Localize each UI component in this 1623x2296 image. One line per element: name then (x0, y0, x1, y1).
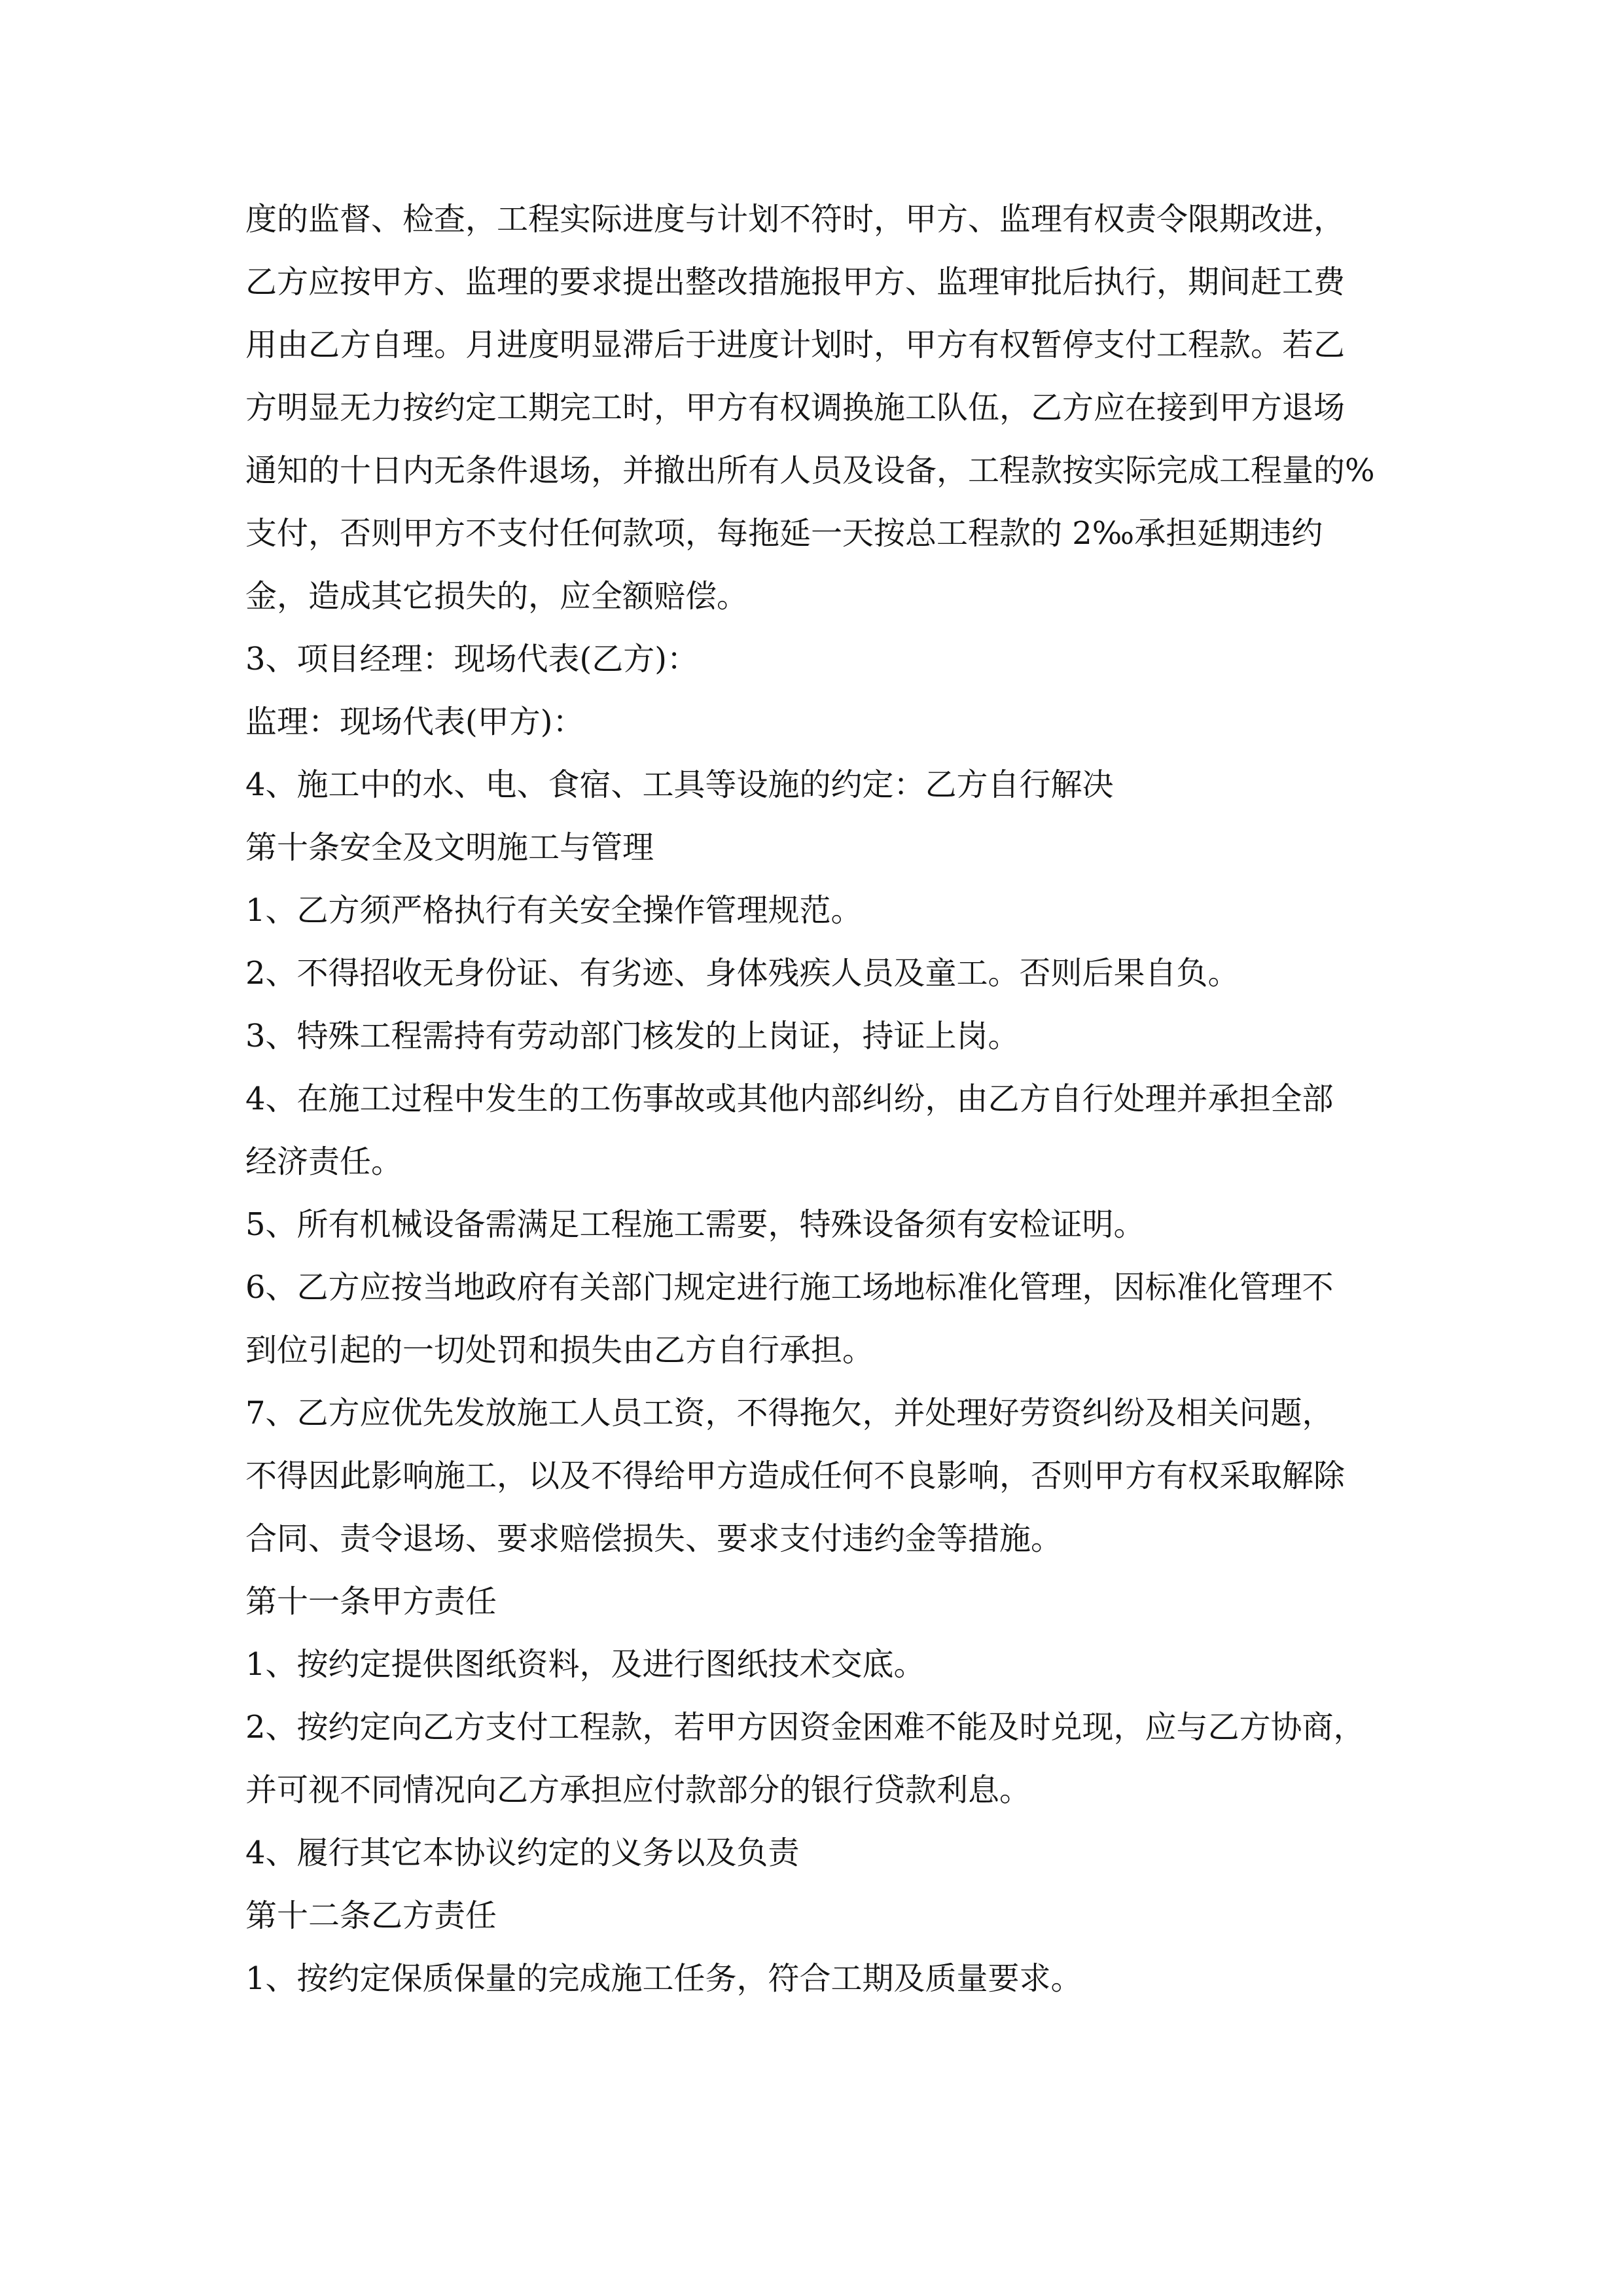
text-line: 用由乙方自理。月进度明显滞后于进度计划时，甲方有权暂停支付工程款。若乙 (245, 327, 1346, 363)
text-line: 到位引起的一切处罚和损失由乙方自行承担。 (245, 1332, 874, 1369)
text-line: 度的监督、检查，工程实际进度与计划不符时，甲方、监理有权责令限期改进， (245, 201, 1346, 238)
text-line: 7、乙方应优先发放施工人员工资，不得拖欠，并处理好劳资纠纷及相关问题， (245, 1395, 1334, 1431)
text-line: 通知的十日内无条件退场，并撤出所有人员及设备，工程款按实际完成工程量的% (245, 452, 1375, 489)
text-line: 5、所有机械设备需满足工程施工需要，特殊设备须有安检证明。 (245, 1206, 1145, 1243)
text-line: 1、乙方须严格执行有关安全操作管理规范。 (245, 892, 863, 929)
text-line: 3、特殊工程需持有劳动部门核发的上岗证，持证上岗。 (245, 1018, 1020, 1054)
section-heading: 第十二条乙方责任 (245, 1897, 497, 1934)
text-line: 不得因此影响施工，以及不得给甲方造成任何不良影响，否则甲方有权采取解除 (245, 1458, 1346, 1494)
text-line: 合同、责令退场、要求赔偿损失、要求支付违约金等措施。 (245, 1520, 1063, 1557)
text-line: 1、按约定提供图纸资料，及进行图纸技术交底。 (245, 1646, 925, 1683)
text-line: 4、在施工过程中发生的工伤事故或其他内部纠纷，由乙方自行处理并承担全部 (245, 1081, 1334, 1117)
text-line: 2、按约定向乙方支付工程款，若甲方因资金困难不能及时兑现，应与乙方协商， (245, 1709, 1365, 1746)
text-line: 支付，否则甲方不支付任何款项，每拖延一天按总工程款的 2‰承担延期违约 (245, 515, 1323, 552)
text-line: 3、项目经理：现场代表(乙方)： (245, 641, 698, 677)
text-line: 4、履行其它本协议约定的义务以及负责 (245, 1835, 800, 1871)
text-line: 1、按约定保质保量的完成施工任务，符合工期及质量要求。 (245, 1960, 1082, 1997)
section-heading: 第十条安全及文明施工与管理 (245, 829, 654, 866)
text-line: 经济责任。 (245, 1143, 403, 1180)
text-line: 监理：现场代表(甲方)： (245, 704, 584, 740)
text-line: 方明显无力按约定工期完工时，甲方有权调换施工队伍，乙方应在接到甲方退场 (245, 389, 1346, 426)
text-line: 6、乙方应按当地政府有关部门规定进行施工场地标准化管理，因标准化管理不 (245, 1269, 1334, 1306)
text-line: 2、不得招收无身份证、有劣迹、身体残疾人员及童工。否则后果自负。 (245, 955, 1240, 992)
text-line: 金，造成其它损失的，应全额赔偿。 (245, 578, 749, 615)
text-line: 乙方应按甲方、监理的要求提出整改措施报甲方、监理审批后执行，期间赶工费 (245, 264, 1346, 300)
text-line: 并可视不同情况向乙方承担应付款部分的银行贷款利息。 (245, 1772, 1031, 1808)
section-heading: 第十一条甲方责任 (245, 1583, 497, 1620)
text-line: 4、施工中的水、电、食宿、工具等设施的约定：乙方自行解决 (245, 766, 1114, 803)
